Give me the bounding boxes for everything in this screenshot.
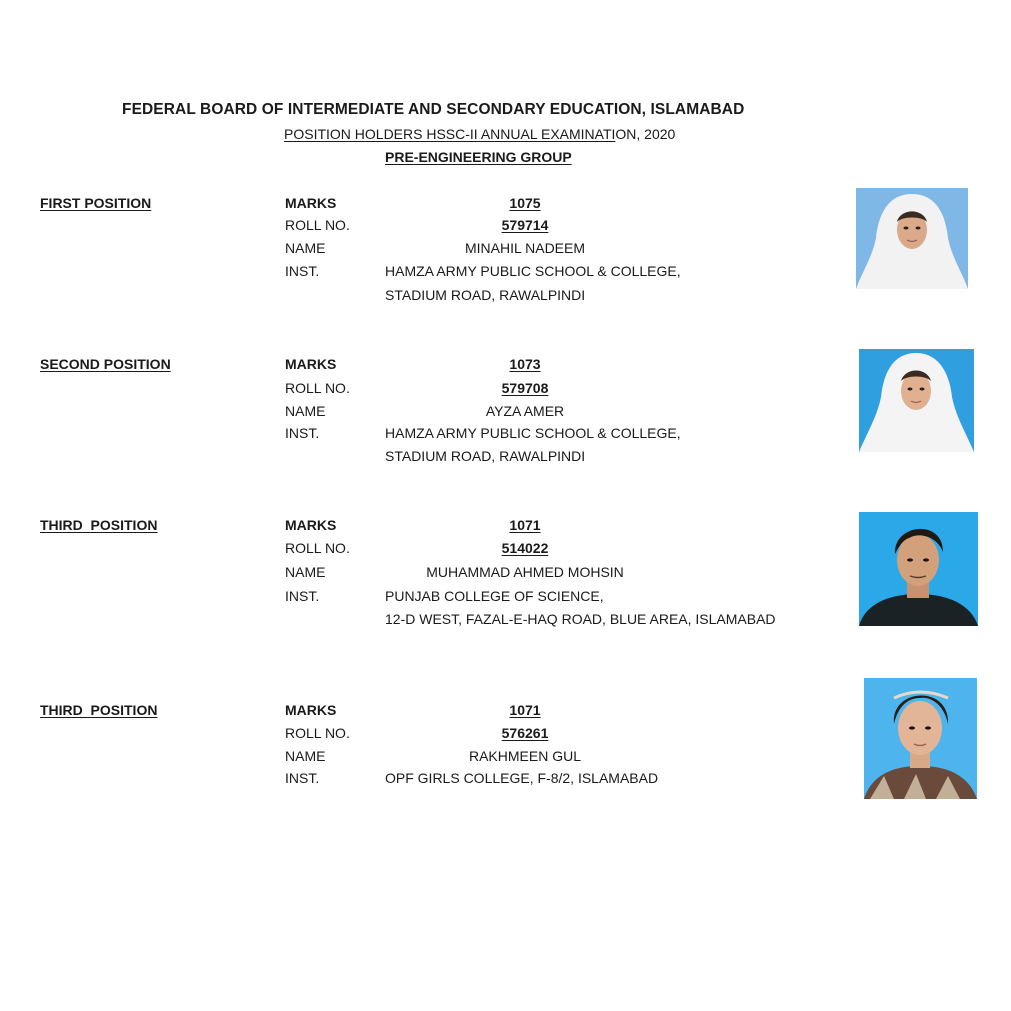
roll-label: ROLL NO. [285,540,350,556]
institution-line-2: STADIUM ROAD, RAWALPINDI [385,287,586,303]
page-subtitle [284,126,675,142]
roll-value: 579708 [501,380,549,396]
institution-line-2: STADIUM ROAD, RAWALPINDI [385,448,586,464]
marks-label: MARKS [285,702,337,718]
inst-label: INST. [285,425,320,441]
student-photo-female-patterned-scarf [864,678,977,799]
page-title: FEDERAL BOARD OF INTERMEDIATE AND SECONDARY EDUCATION, ISLAMABAD [122,101,745,118]
roll-value: 579714 [501,217,549,233]
subtitle-rest: ON, 2020 [615,126,676,142]
position-label: THIRD POSITION [40,517,158,533]
position-label: THIRD POSITION [40,702,158,718]
marks-label: MARKS [285,517,337,533]
inst-label: INST. [285,263,320,279]
group-heading: PRE-ENGINEERING GROUP [385,149,572,165]
roll-value: 514022 [501,540,549,556]
institution-line-1: OPF GIRLS COLLEGE, F-8/2, ISLAMABAD [385,770,659,786]
institution-line-1: PUNJAB COLLEGE OF SCIENCE, [385,588,604,604]
name-label: NAME [285,240,326,256]
inst-label: INST. [285,588,320,604]
position-label: FIRST POSITION [40,195,152,211]
marks-value: 1075 [509,195,541,211]
institution-line-1: HAMZA ARMY PUBLIC SCHOOL & COLLEGE, [385,425,681,441]
position-label: SECOND POSITION [40,356,171,372]
institution-line-1: HAMZA ARMY PUBLIC SCHOOL & COLLEGE, [385,263,681,279]
student-name: MUHAMMAD AHMED MOHSIN [426,564,624,580]
roll-label: ROLL NO. [285,380,350,396]
inst-label: INST. [285,770,320,786]
student-name: AYZA AMER [485,403,565,419]
student-photo-male [859,512,978,626]
roll-label: ROLL NO. [285,217,350,233]
marks-value: 1073 [509,356,541,372]
name-label: NAME [285,748,326,764]
marks-value: 1071 [509,702,541,718]
roll-label: ROLL NO. [285,725,350,741]
student-photo-female-white-scarf [856,188,968,289]
student-photo-female-white-scarf [859,349,974,452]
subtitle-underlined: POSITION HOLDERS HSSC-II ANNUAL EXAMINATI [284,126,616,142]
name-label: NAME [285,403,326,419]
name-label: NAME [285,564,326,580]
marks-label: MARKS [285,195,337,211]
marks-value: 1071 [509,517,541,533]
institution-line-2: 12-D WEST, FAZAL-E-HAQ ROAD, BLUE AREA, ISLAMABAD [385,611,776,627]
marks-label: MARKS [285,356,337,372]
student-name: MINAHIL NADEEM [464,240,586,256]
student-name: RAKHMEEN GUL [468,748,582,764]
roll-value: 576261 [501,725,549,741]
